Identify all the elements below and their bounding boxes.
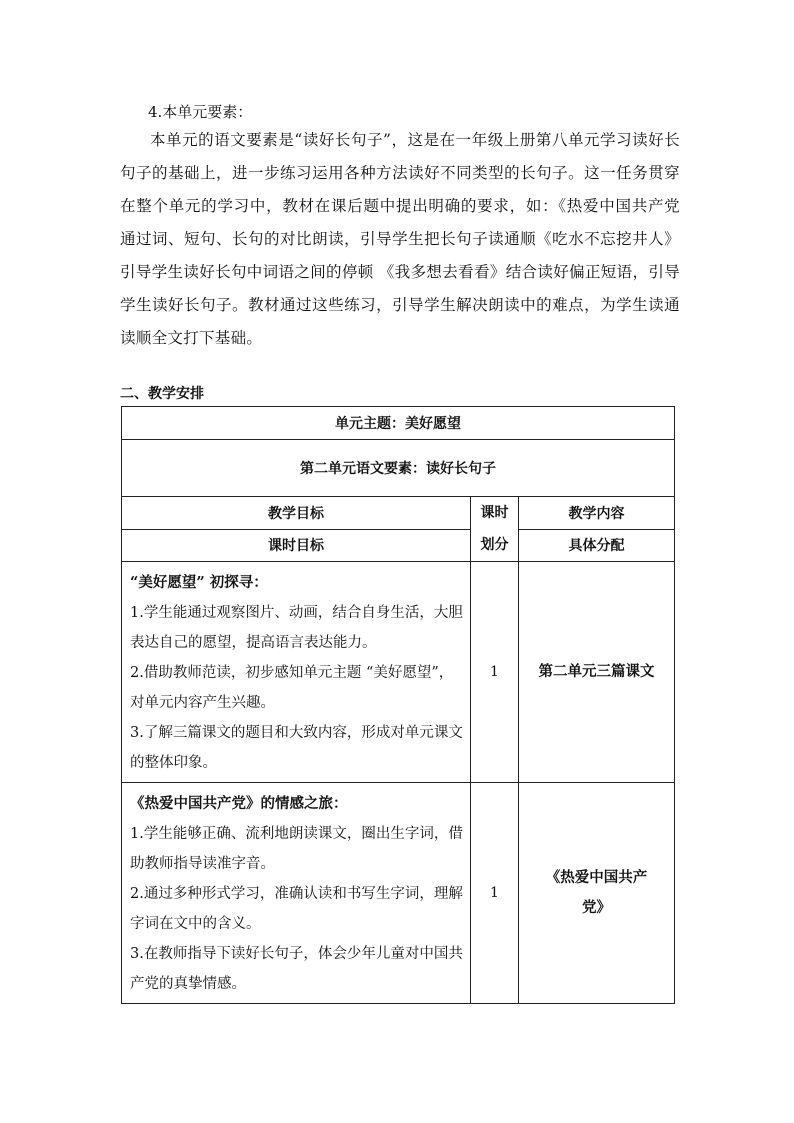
row2-item-2: 2.通过多种形式学习，准确认读和书写生字词，理解字词在文中的含义。 (130, 886, 463, 932)
row2-item-3: 3.在教师指导下读好长句子，体会少年儿童对中国共产党的真挚情感。 (130, 946, 463, 992)
row1-hours: 1 (471, 562, 519, 783)
row2-goals (122, 783, 471, 1004)
header-teaching-goals: 教学目标 (122, 497, 471, 530)
header-class-goals: 课时目标 (122, 529, 471, 562)
header-hours-line2: 划分 (480, 537, 509, 553)
row1-goals (122, 562, 471, 783)
row2-item-1: 1.学生能够正确、流利地朗读课文，圈出生字词，借助教师指导读准字音。 (130, 826, 463, 872)
row1-item-2: 2.借助教师范读，初步感知单元主题 “美好愿望”，对单元内容产生兴趣。 (130, 665, 454, 711)
table-row (122, 562, 675, 783)
row1-title: “美好愿望” 初探寻： (130, 574, 268, 591)
unit-element-cell: 第二单元语文要素：读好长句子 (122, 440, 675, 497)
unit-theme-cell: 单元主题：美好愿望 (122, 407, 675, 440)
row1-item-3: 3.了解三篇课文的题目和大致内容，形成对单元课文的整体印象。 (130, 725, 463, 771)
teaching-arrangement-heading: 二、教学安排 (120, 386, 204, 402)
unit-elements-heading: 4.本单元要素： (148, 103, 253, 121)
row2-hours: 1 (471, 783, 519, 1004)
header-hours-line1: 课时 (480, 505, 509, 521)
header-distribution: 具体分配 (519, 529, 675, 562)
table-row (122, 783, 675, 1004)
row2-title: 《热爱中国共产党》的情感之旅： (130, 795, 348, 812)
header-class-hours (471, 497, 519, 562)
row1-item-1: 1.学生能通过观察图片、动画，结合自身生活，大胆表达自己的愿望，提高语言表达能力。 (130, 605, 463, 651)
unit-elements-paragraph: 本单元的语文要素是“读好长句子”，这是在一年级上册第八单元学习读好长句子的基础上，进一步练习运用各种方法读好不同类型的长句子。这一任务贯穿在整个单元的学习中，教材在课后题中提出明确的要求，如：《热爱中国共产党通过词、短句、长句的对比朗读，引导学生把长句子读通顺《吃水不忘挖井人》引导学生读好长句中词语之间的停顿 《我多想去看看》结合读好偏正短语，引导学生读好长句子。教材通过这些练习，引导学生解决朗读中的难点，为学生读通读顺全文打下基础。 (120, 131, 680, 347)
teaching-plan-table (121, 406, 675, 1004)
header-teaching-content: 教学内容 (519, 497, 675, 530)
row1-content: 第二单元三篇课文 (519, 562, 675, 783)
row2-content: 《热爱中国共产党》 (519, 783, 675, 1004)
